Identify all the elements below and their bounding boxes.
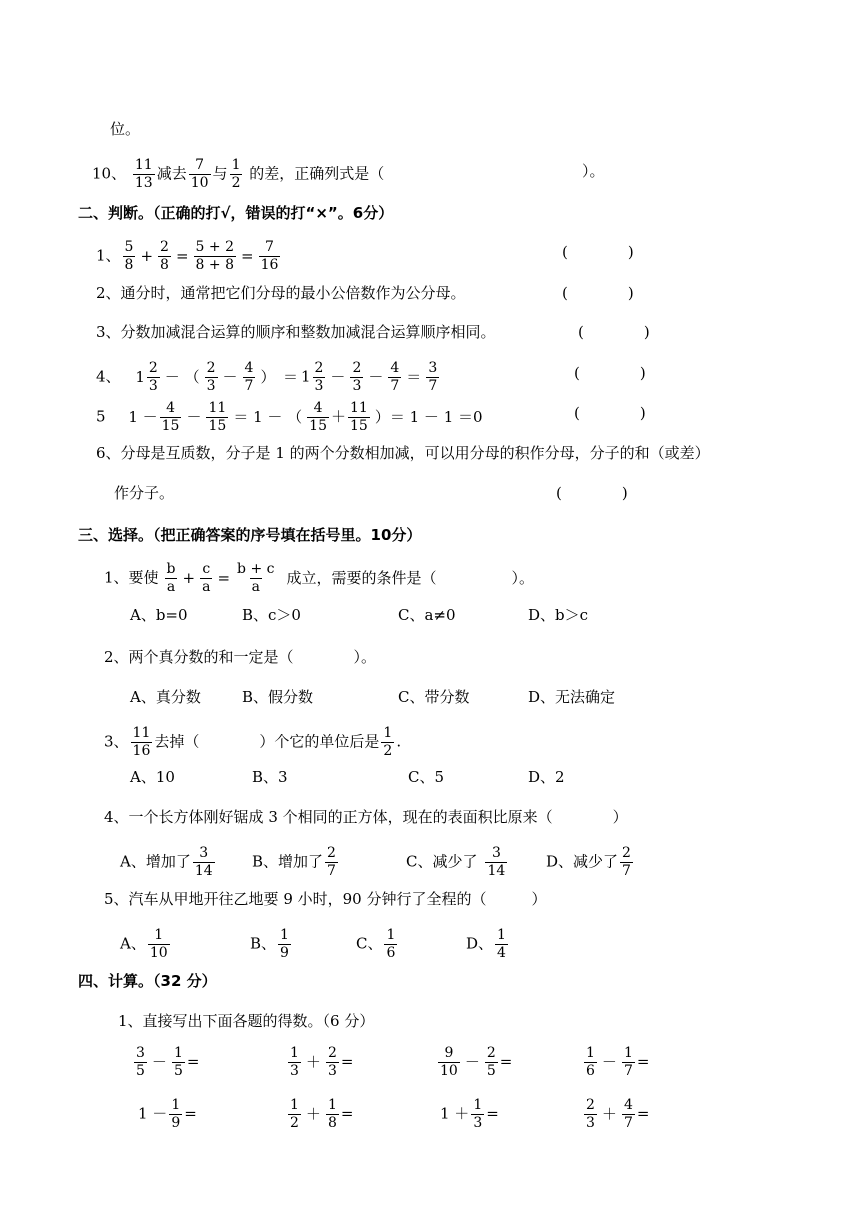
option-b[interactable]: B、c＞0: [242, 606, 301, 624]
choice-q3: 3、 $\frac{11}{16}$ 去掉（ ）个它的单位后是 $\frac{1}{2}$ .: [104, 725, 402, 759]
answer-parentheses[interactable]: ( ): [562, 284, 634, 302]
answer-parentheses[interactable]: ( ): [574, 364, 646, 382]
option-c[interactable]: C、带分数: [398, 688, 470, 706]
calc-item: $\frac{1}{6}$ － $\frac{1}{7}$ =: [586, 1045, 650, 1079]
calc-item: 1 ＋ $\frac{1}{3}$ =: [440, 1097, 499, 1131]
text: 的差，正确列式是（: [249, 164, 385, 183]
fraction: $\frac{11}{13}$: [134, 157, 153, 191]
choice-q1: 1、要使 $\frac{b}{a}$ + $\frac{c}{a}$ = $\frac{b + c}{a}$ 成立，需要的条件是（ ）。: [104, 561, 534, 595]
answer-parentheses[interactable]: ( ): [556, 484, 628, 502]
text: 与: [212, 164, 228, 183]
answer-parentheses[interactable]: ( ): [574, 404, 646, 422]
judge-item-6: 6、分母是互质数，分子是 1 的两个分数相加减，可以用分母的积作分母，分子的和（或差）: [96, 444, 710, 462]
judge-item-2: 2、通分时，通常把它们分母的最小公倍数作为公分母。: [96, 284, 466, 302]
choice-q2: 2、两个真分数的和一定是（ ）。: [104, 648, 377, 666]
option-d[interactable]: D、 $\frac{1}{4}$: [466, 927, 506, 961]
question-number: 10、: [92, 164, 127, 183]
judge-item-4: 4、 1 $\frac{2}{3}$ － （ $\frac{2}{3}$ － $\frac{4}{7}$ ） ＝ 1 $\frac{2}{3}$ － $\frac{2}{3}$ － $\frac{4}{7}$ ＝ $\frac{3}{7}$: [96, 360, 438, 394]
option-d[interactable]: D、无法确定: [528, 688, 616, 706]
option-c[interactable]: C、减少了 $\frac{3}{14}$: [406, 845, 506, 879]
judge-item-5: 5 1 － $\frac{4}{15}$ － $\frac{11}{15}$ ＝ 1 － （ $\frac{4}{15}$ ＋ $\frac{11}{15}$ ）＝ 1 － 1 ＝0: [96, 400, 483, 434]
judge-item-6-cont: 作分子。: [114, 484, 175, 502]
calc-item: 1 － $\frac{1}{9}$ =: [138, 1097, 197, 1131]
option-a[interactable]: A、 $\frac{1}{10}$: [120, 927, 168, 961]
option-a[interactable]: A、b=0: [130, 606, 188, 624]
option-a[interactable]: A、10: [130, 768, 175, 786]
answer-parentheses[interactable]: ( ): [578, 323, 650, 341]
option-b[interactable]: B、 $\frac{1}{9}$: [250, 927, 289, 961]
option-b[interactable]: B、3: [252, 768, 288, 786]
judge-item-3: 3、分数加减混合运算的顺序和整数加减混合运算顺序相同。: [96, 323, 496, 341]
continued-text: 位。: [110, 120, 141, 138]
option-c[interactable]: C、 $\frac{1}{6}$: [356, 927, 396, 961]
option-c[interactable]: C、a≠0: [398, 606, 456, 624]
fraction: $\frac{7}{10}$: [190, 157, 209, 191]
question-10: [92, 158, 384, 191]
section-3-title: 三、选择。（把正确答案的序号填在括号里。10分）: [78, 526, 422, 544]
calc-item: $\frac{1}{2}$ ＋ $\frac{1}{8}$ =: [290, 1097, 354, 1131]
option-d[interactable]: D、2: [528, 768, 565, 786]
text: 减去: [156, 164, 187, 183]
option-a[interactable]: A、增加了 $\frac{3}{14}$: [120, 845, 213, 879]
option-d[interactable]: D、减少了 $\frac{2}{7}$: [546, 845, 631, 879]
fraction: $\frac{1}{2}$: [231, 157, 241, 191]
option-b[interactable]: B、增加了 $\frac{2}{7}$: [252, 845, 336, 879]
answer-blank-close: ）。: [582, 162, 605, 180]
option-b[interactable]: B、假分数: [242, 688, 314, 706]
option-d[interactable]: D、b＞c: [528, 606, 589, 624]
choice-q5: 5、汽车从甲地开往乙地要 9 小时，90 分钟行了全程的（ ）: [104, 890, 547, 908]
calc-item: $\frac{9}{10}$ － $\frac{2}{5}$ =: [440, 1045, 513, 1079]
option-c[interactable]: C、5: [408, 768, 445, 786]
calc-subtitle: 1、直接写出下面各题的得数。（6 分）: [118, 1012, 375, 1030]
option-a[interactable]: A、真分数: [130, 688, 201, 706]
calc-item: $\frac{3}{5}$ － $\frac{1}{5}$ =: [136, 1045, 200, 1079]
section-2-title: 二、判断。（正确的打√，错误的打“×”。6分）: [78, 204, 394, 222]
calc-item: $\frac{2}{3}$ ＋ $\frac{4}{7}$ =: [586, 1097, 650, 1131]
choice-q4: 4、一个长方体刚好锯成 3 个相同的正方体，现在的表面积比原来（ ）: [104, 808, 628, 826]
section-4-title: 四、计算。（32 分）: [78, 972, 217, 990]
judge-item-1: 1、 $\frac{5}{8}$ + $\frac{2}{8}$ = $\frac{5 + 2}{8 + 8}$ = $\frac{7}{16}$: [96, 239, 279, 273]
answer-parentheses[interactable]: ( ): [562, 243, 634, 261]
calc-item: $\frac{1}{3}$ ＋ $\frac{2}{3}$ =: [290, 1045, 354, 1079]
